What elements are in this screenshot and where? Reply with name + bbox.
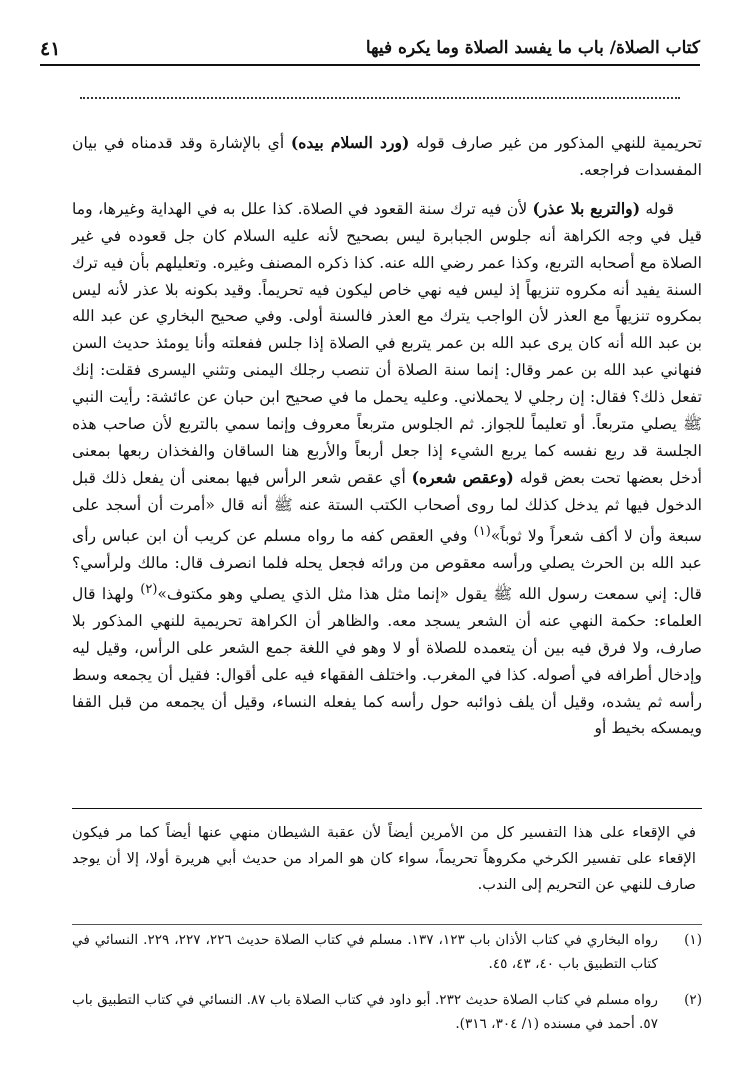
footnotes: [72, 928, 702, 1048]
p2-text-5: ولهذا قال العلماء: حكمة النهي عنه أن الشعر يسجد معه. والظاهر أن الكراهة تحريمية للنهي المذكور بلا صارف، ولا فرق فيه بين أن يتعمده للصلاة أو لا وهو في اللغة جمع الشعر على الرأس، وقيل ليه وإدخال أطرافه في أصوله. كذا في المغرب. واختلف الفقهاء فيه على أقوال: فقيل أن يجمعه وسط رأسه ثم يشده، وقيل أن يلف ذوائبه حول رأسه كما يفعله النساء، وقيل أن يجمعه من قبل القفا ويمسكه بخيط أو: [72, 584, 702, 738]
continuation-note: [72, 820, 696, 898]
p2-text-2: لأن فيه ترك سنة القعود في الصلاة. كذا علل به في الهداية وغيرها، وما قيل في وجه الكراهة أنه جلوس الجبابرة ليس بصحيح لأنه عليه السلام كان جل قعوده في غير الصلاة مع أصحابه التربع، وكذا عمر رضي الله عنه. كذا ذكره المصنف وغيره. وتعليلهم بأن فيه ترك السنة يفيد أنه مكروه تنزيهاً إذ ليس فيه نهي خاص ليكون فيه تحريماً. وقيد بكونه بلا عذر لأنه ليس بمكروه تنزيهاً مع العذر لأن الواجب يترك مع العذر فالسنة أولى. وفي صحيح البخاري عن عبد الله بن عبد الله أنه كان يرى عبد الله بن عمر يتربع في الصلاة إذا جلس ففعلته وأنا يومئذ حديث السن فنهاني عبد الله بن عمر وقال: إنما سنة الصلاة أن تنصب رجلك اليمنى وتثني اليسرى فقلت: إنك تفعل ذلك؟ فقال: إن رجلي لا يحملاني. وعليه يحمل ما في صحيح ابن حبان عن عائشة: رأيت النبي ﷺ يصلي متربعاً. أو تعليماً للجواز. ثم الجلوس متربعاً معروف وإنما سمي بالتربع لأن صاحب هذه الجلسة قد ربع نفسه كما يربع الشيء إذا جعل أربعاً والأربع هنا الساقان والفخذان ربعها بمعنى أدخل بعضها تحت بعض قوله: [72, 199, 703, 487]
paragraph-2: [72, 196, 702, 743]
p2-bold-2: (وعقص شعره): [411, 467, 514, 487]
note-text: في الإقعاء على هذا التفسير كل من الأمرين أيضاً لأن عقبة الشيطان منهي عنها أيضاً كما مر فيكون الإقعاء على تفسير الكرخي مكروهاً تحريماً، سواء كان هو المراد من حديث أبي هريرة أولا، إلا أن يوجد صارف للنهي عن التحريم إلى الندب.: [72, 824, 696, 893]
page-number: ٤١: [40, 38, 61, 60]
header-rule: [40, 64, 700, 66]
footnote-number: (٢): [684, 992, 702, 1008]
footnote-2: [72, 988, 702, 1036]
p2-text-1: قوله: [640, 199, 675, 218]
p2-text-3: أي عقص شعر الرأس فيها بمعنى أن يفعل ذلك قبل الدخول فيها ثم يدخل كذلك لما روى أصحاب الكتب الستة عنه ﷺ أنه قال «أمرت أن أسجد على سبعة وأن لا أكف شعراً ولا ثوباً»: [72, 468, 702, 545]
p2-text-4: وفي العقص كفه ما رواه مسلم عن كريب أن ابن عباس رأى عبد الله بن الحرث يصلي ورأسه معقوص من ورائه فجعل يحله فلما انصرف قال: مالك ولرأسي؟ قال: إني سمعت رسول الله ﷺ يقول «إنما مثل هذا مثل الذي يصلي وهو مكتوف»: [72, 526, 702, 603]
main-text: [72, 130, 702, 742]
paragraph-1: [72, 130, 702, 184]
body-separator-rule: [72, 808, 702, 809]
footnote-text: رواه البخاري في كتاب الأذان باب ١٢٣، ١٣٧. مسلم في كتاب الصلاة حديث ٢٢٦، ٢٢٧، ٢٢٩. النسائي في كتاب التطبيق باب ٤٠، ٤٣، ٤٥.: [72, 932, 658, 972]
p1-text-2: أي بالإشارة وقد قدمناه في بيان المفسدات فراجعه.: [72, 134, 702, 179]
footnote-number: (١): [684, 932, 702, 948]
footnote-ref-1: (١): [473, 523, 491, 539]
p1-text-1: تحريمية للنهي المذكور من غير صارف قوله: [409, 134, 702, 152]
footnote-1: [72, 928, 702, 976]
footnote-text: رواه مسلم في كتاب الصلاة حديث ٢٣٢. أبو داود في كتاب الصلاة باب ٨٧. النسائي في كتاب التطبيق باب ٥٧. أحمد في مسنده (١/ ٣٠٤، ٣١٦).: [72, 992, 658, 1032]
footnote-ref-2: (٢): [140, 581, 158, 597]
p1-bold-1: (ورد السلام بيده): [290, 133, 410, 152]
p2-bold-1: (والتربع بلا عذر): [532, 198, 641, 218]
running-header: [40, 30, 700, 64]
header-title: كتاب الصلاة/ باب ما يفسد الصلاة وما يكره فيها: [365, 38, 700, 58]
dotted-separator: [80, 83, 680, 99]
footnote-rule: [72, 924, 702, 925]
